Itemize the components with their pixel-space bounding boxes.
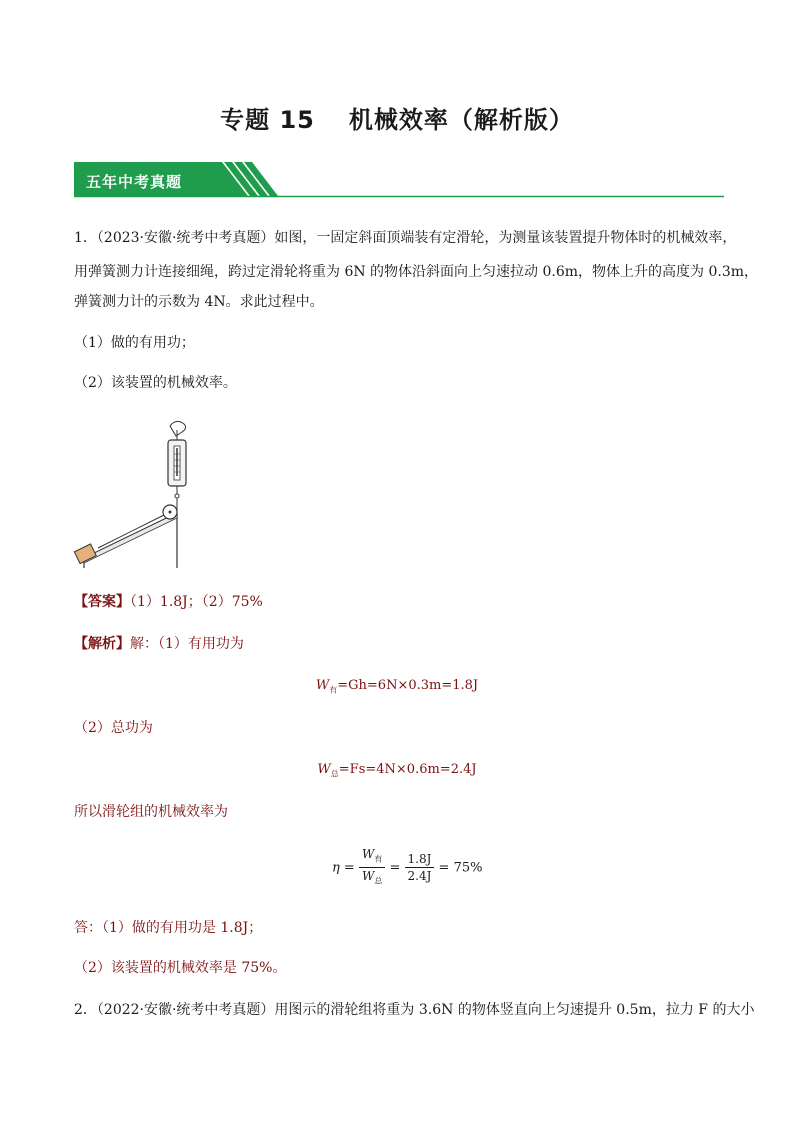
section-label: 五年中考真题 [86,173,183,191]
eq3-equals: = [389,860,401,876]
eq3-eta: η = [332,860,355,876]
q1-line1: 1．（2023·安徽·统考中考真题）如图，一固定斜面顶端装有定滑轮，为测量该装置提升物体时的机械效率， [74,230,737,246]
analysis-answer-line2: （2）该装置的机械效率是 75%。 [74,960,287,976]
equation-useful-work [0,678,794,696]
eq3-symbol-fraction [359,846,385,890]
eq3-den-sub: 总 [374,876,383,886]
eq3-num-val: 1.8J [405,851,435,868]
equation-efficiency [332,846,482,890]
eq1-sub: 有 [329,685,338,695]
q1-sub1: （1）做的有用功； [74,335,195,351]
eq2-symbol: W [317,762,331,777]
q1-line2: 用弹簧测力计连接细绳，跨过定滑轮将重为 6N 的物体沿斜面向上匀速拉动 0.6m，物体上升的高度为 0.3m， [74,264,759,280]
page-title [0,100,794,135]
answer-tag: 【答案】 [74,594,130,610]
q2-line1: 2．（2022·安徽·统考中考真题）用图示的滑轮组将重为 3.6N 的物体竖直向上匀速提升 0.5m，拉力 F 的大小 [74,1002,755,1018]
eq2-rhs: =Fs=4N×0.6m=2.4J [338,762,477,777]
eq3-num: W [361,847,375,861]
analysis-intro: 解：（1）有用功为 [130,636,244,652]
analysis-step2: （2）总功为 [74,720,153,736]
eq1-rhs: =Gh=6N×0.3m=1.8J [337,678,479,693]
eq2-sub: 总 [330,769,339,779]
answer-line [74,592,263,612]
eq1-symbol: W [315,678,330,693]
incline-pulley-diagram [70,418,190,572]
equation-total-work [0,762,794,780]
q1-line3: 弹簧测力计的示数为 4N。求此过程中。 [74,294,324,310]
title-text: 机械效率（解析版） [348,106,574,134]
q1-sub2: （2）该装置的机械效率。 [74,375,237,391]
eq3-value-fraction [405,851,435,884]
analysis-intro-line [74,634,244,654]
eq3-den: W [361,869,375,884]
eq3-result: = 75% [438,860,483,876]
analysis-tag: 【解析】 [74,636,130,652]
analysis-answer-line1: 答：（1）做的有用功是 1.8J； [74,920,263,936]
eq3-num-sub: 有 [374,854,383,864]
eq3-den-val: 2.4J [407,869,432,884]
section-banner [74,160,724,200]
title-number: 专题 15 [220,106,315,134]
answer-text: （1）1.8J；（2）75% [130,594,263,610]
analysis-step3: 所以滑轮组的机械效率为 [74,804,228,820]
